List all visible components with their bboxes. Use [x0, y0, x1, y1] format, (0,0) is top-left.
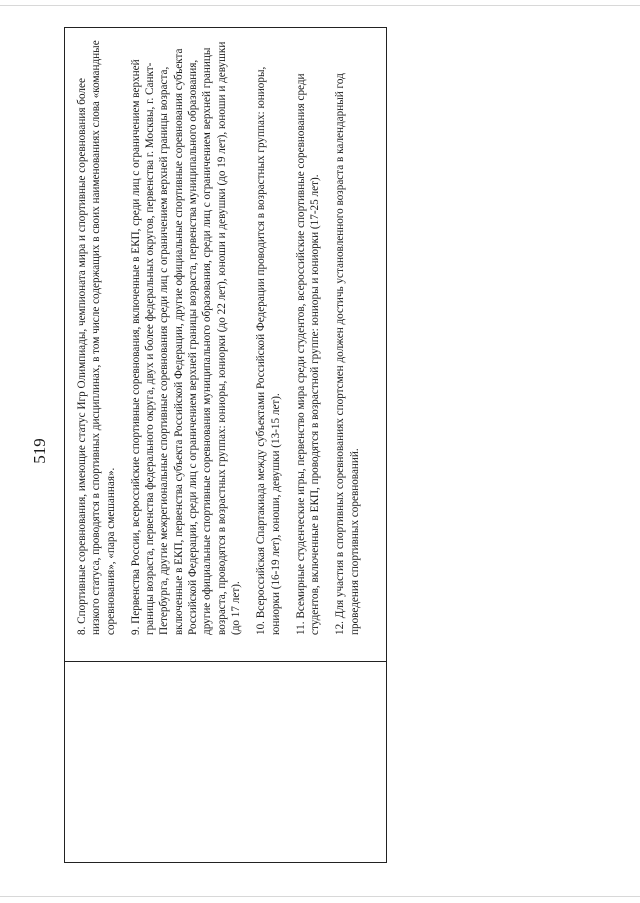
scan-artifact-top: [0, 5, 640, 6]
scan-artifact-bottom: [0, 896, 640, 897]
page-number-text: 519: [30, 438, 49, 464]
rule-item-12: 12. Для участия в спортивных соревнованиях спортсмен должен достичь установленного возраста в календарный год проведения спортивных соревнований.: [334, 73, 361, 635]
rule-item-10: 10. Всероссийская Спартакиада между субъектами Российской Федерации проводится в возрастных группах: юниоры, юниорки (16-19 лет), юноши, девушки (13-15 лет).: [255, 66, 282, 635]
rule-item-8: 8. Спортивные соревнования, имеющие статус Игр Олимпиады, чемпионата мира и спортивные соревнования более низкого статуса, проводятся в спортивных дисциплинах, в том числе содержащих в своих наименованиях слова «командные соревнования», «пара смешанная».: [76, 40, 117, 635]
rule-item-11: 11. Всемирные студенческие игры, первенство мира среди студентов, всероссийские спортивные соревнования среди студентов, включенные в ЕКП, проводятся в возрастной группе: юниоры и юниорки (17-25 лет).: [294, 73, 322, 635]
rule-item-9: 9. Первенства России, всероссийские спортивные соревнования, включенные в ЕКП, среди лиц с ограничением верхней границы возраста, первенства федерального округа, двух и более федеральных округов, первенства г. Москвы, г. Санкт-Петербурга, другие межрегиональные спортивные соревнования среди лиц с ограничением верхней границы возраста, включенные в ЕКП, первенства субъекта Российской Федерации, другие официальные спортивные соревнования субъекта Российской Федерации, среди лиц с ограничением верхней границы возраста, первенства муниципального образования, другие официальные спортивные соревнования муниципального образования, среди лиц с ограничением верхней границы возраста, проводятся в возрастных группах: юниоры, юниорки (до 22 лет), юноши и девушки (до 19 лет), юноши и девушки (до 17 лет).: [129, 41, 242, 635]
table-content-cell: [69, 31, 381, 643]
table-column-divider: [65, 661, 386, 662]
